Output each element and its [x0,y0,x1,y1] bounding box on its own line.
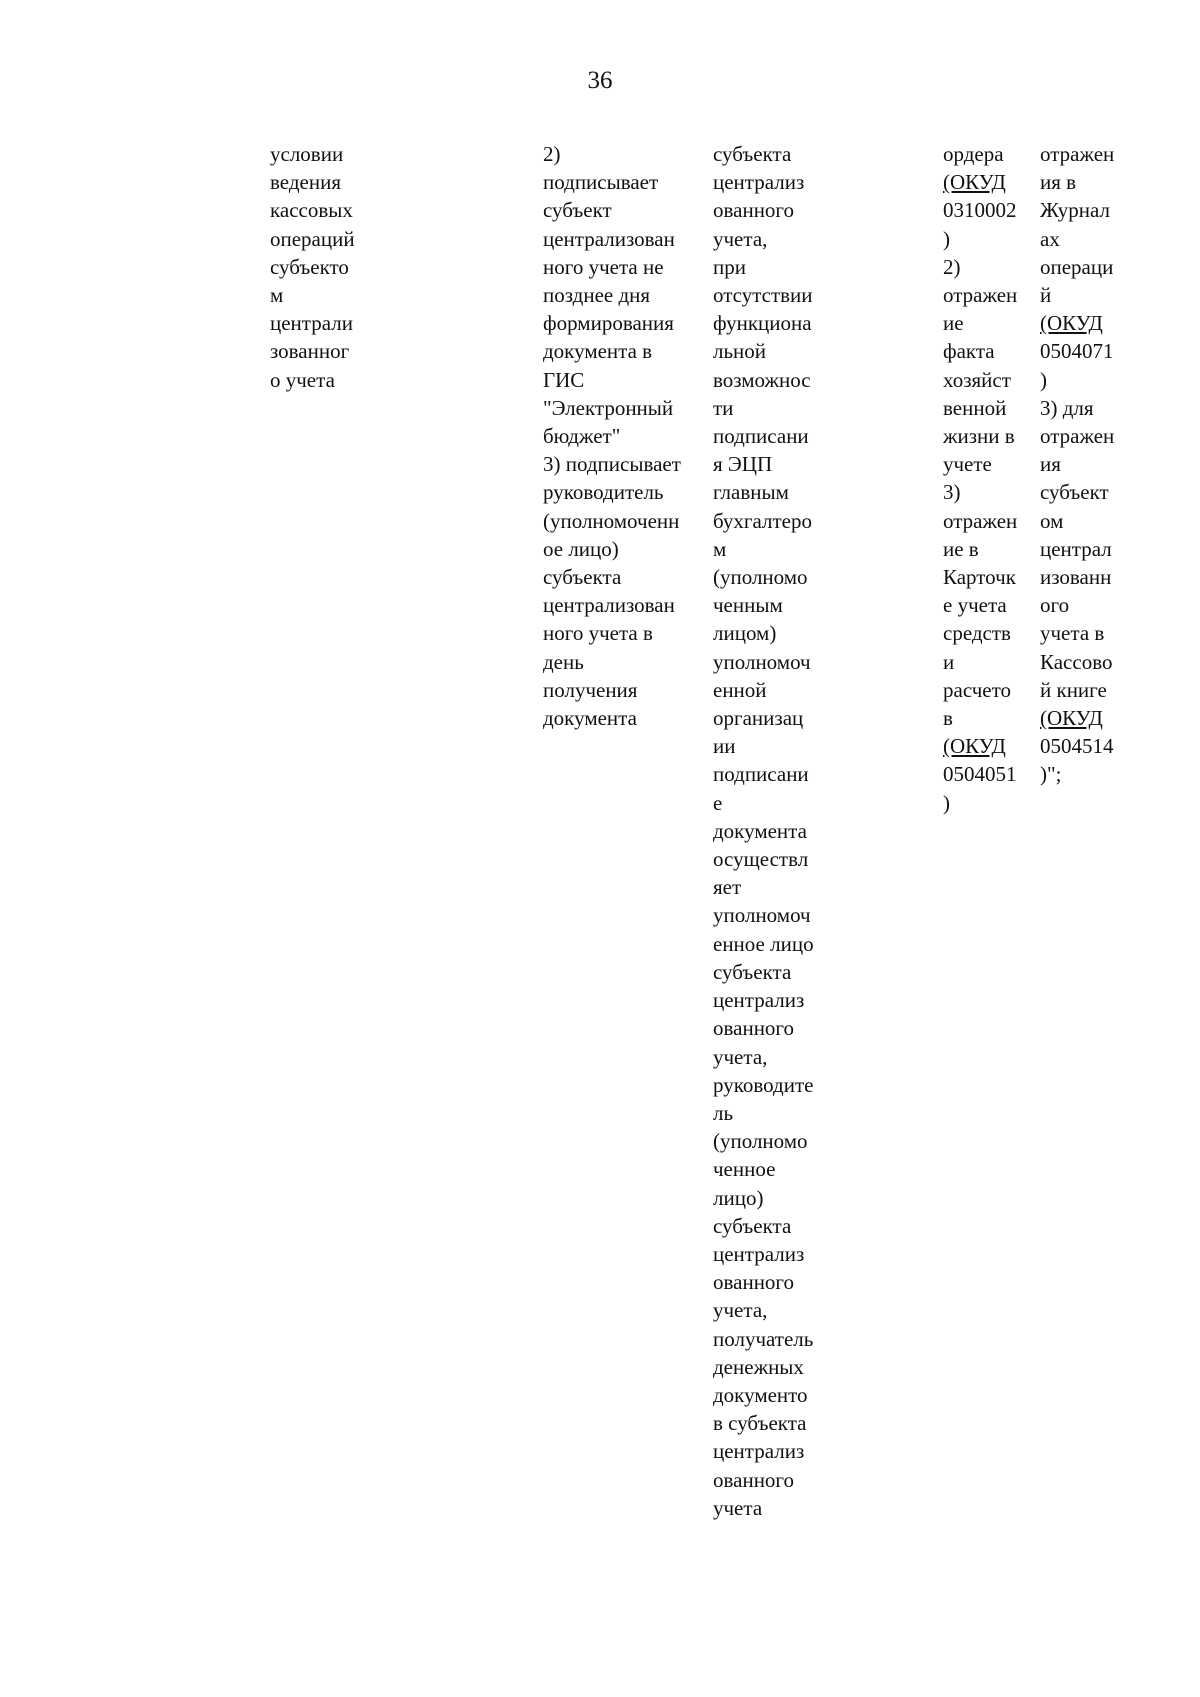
cell-line: 0504051 [943,762,1017,787]
cell-line: ия [1040,452,1061,477]
cell-line: учета в [1040,621,1105,646]
cell-line: ое лицо) [543,536,619,561]
cell-line: централизован [543,226,675,251]
cell-line: в [943,706,953,731]
cell-line: операци [1040,254,1114,279]
table-column-1 [270,140,355,394]
cell-line: 3) [943,480,961,505]
cell-line: субъекта [713,1213,792,1238]
cell-line: (ОКУД [1040,706,1103,731]
cell-line: ченное [713,1157,776,1182]
cell-line: ль [713,1100,734,1125]
cell-line: централиз [713,1439,805,1464]
cell-line: ованного [713,1270,795,1295]
cell-line: учета, [713,1298,768,1323]
table-column-4 [943,140,1017,817]
cell-line: отражен [943,283,1018,308]
cell-line: ордера [943,142,1004,166]
cell-line: операций [270,226,355,251]
cell-line: получатель [713,1326,814,1351]
cell-line: ованного [713,1467,795,1492]
cell-line: 0504514 [1040,734,1114,759]
cell-line: (уполномо [713,565,808,590]
cell-line: отражен [1040,424,1115,449]
cell-line: ведения [270,170,341,195]
cell-line: ченным [713,593,783,618]
cell-line: (уполномо [713,1129,808,1154]
cell-line: централ [1040,536,1112,561]
cell-line: функциона [713,311,812,336]
cell-line: ого [1040,593,1070,618]
cell-line: отражен [943,508,1018,533]
cell-line: централи [270,311,353,336]
cell-line: учета, [713,226,768,251]
cell-line: субъекта [713,959,792,984]
cell-line: 3) подписывает [543,452,681,477]
cell-line: ) [1040,367,1047,392]
cell-line: е учета [943,593,1007,618]
cell-line: ия в [1040,170,1077,195]
cell-line: учете [943,452,992,477]
cell-line: 3) для [1040,395,1094,420]
cell-line: ) [943,790,950,815]
cell-line: при [713,254,746,279]
cell-line: факта [943,339,995,364]
cell-line: документо [713,1382,808,1407]
cell-line: жизни в [943,424,1015,449]
cell-line: руководитель [543,480,664,505]
cell-line: ах [1040,226,1060,251]
cell-line: венной [943,395,1007,420]
cell-line: хозяйст [943,367,1011,392]
cell-line: изованн [1040,565,1112,590]
cell-line: средств [943,621,1011,646]
cell-line: руководите [713,1072,814,1097]
cell-line: "Электронный [543,395,674,420]
cell-line: осуществл [713,847,809,872]
cell-line: организац [713,706,804,731]
cell-line: зованног [270,339,350,364]
cell-line: учета, [713,1044,768,1069]
cell-line: документа [543,706,637,731]
cell-line: субъект [1040,480,1109,505]
cell-line: (ОКУД [943,734,1006,759]
cell-line: отсутствии [713,283,813,308]
cell-line: отражен [1040,142,1115,166]
cell-line: ГИС [543,367,585,392]
cell-line: енное лицо [713,931,814,956]
cell-line: м [270,283,284,308]
cell-line: ии [713,734,736,759]
cell-line: (ОКУД [943,170,1006,195]
cell-line: учета [713,1495,763,1520]
cell-line: о учета [270,367,335,392]
cell-line: 2) [543,142,561,166]
cell-line: документа в [543,339,653,364]
cell-line: позднее дня [543,283,651,308]
cell-line: Кассово [1040,649,1113,674]
cell-line: Журнал [1040,198,1111,223]
cell-line: ти [713,395,734,420]
page-number: 36 [587,67,613,94]
cell-line: ) [943,226,950,251]
cell-line: главным [713,480,789,505]
cell-line: ие [943,311,964,336]
cell-line: централиз [713,1241,805,1266]
cell-line: централиз [713,170,805,195]
cell-line: получения [543,677,638,702]
table-column-5 [1040,140,1114,789]
cell-line: субъекто [270,254,349,279]
cell-line: централиз [713,988,805,1013]
cell-line: в субъекта [713,1411,807,1436]
cell-line: ованного [713,1016,795,1041]
cell-line: кассовых [270,198,353,223]
cell-line: уполномоч [713,649,811,674]
cell-line: ованного [713,198,795,223]
cell-line: яет [713,875,742,900]
cell-line: 0310002 [943,198,1017,223]
cell-line: ного учета не [543,254,664,279]
cell-line: м [713,536,727,561]
cell-line: лицом) [713,621,777,646]
cell-line: (ОКУД [1040,311,1103,336]
cell-line: бухгалтеро [713,508,812,533]
cell-line: субъект [543,198,612,223]
cell-line: (уполномоченн [543,508,680,533]
cell-line: 2) [943,254,961,279]
cell-line: возможнос [713,367,811,392]
cell-line: субъекта [543,565,622,590]
cell-line: формирования [543,311,674,336]
cell-line: ие в [943,536,979,561]
cell-line: расчето [943,677,1012,702]
cell-line: денежных [713,1354,804,1379]
cell-line: Карточк [943,565,1016,590]
cell-line: документа [713,818,807,843]
cell-line: ом [1040,508,1064,533]
cell-line: льной [713,339,767,364]
cell-line: подписывает [543,170,659,195]
cell-line: )"; [1040,762,1062,787]
cell-line: централизован [543,593,675,618]
cell-line: я ЭЦП [713,452,773,477]
cell-line: й [1040,283,1052,308]
cell-line: субъекта [713,142,792,166]
cell-line: уполномоч [713,903,811,928]
cell-line: 0504071 [1040,339,1114,364]
cell-line: е [713,790,723,815]
cell-line: и [943,649,955,674]
table-column-2 [543,140,681,732]
cell-line: лицо) [713,1185,764,1210]
cell-line: условии [270,142,344,166]
cell-line: й книге [1040,677,1107,702]
cell-line: енной [713,677,767,702]
cell-line: день [543,649,584,674]
cell-line: ного учета в [543,621,653,646]
cell-line: подписани [713,762,809,787]
cell-line: бюджет" [543,424,621,449]
cell-line: подписани [713,424,809,449]
table-column-3 [713,140,814,1522]
